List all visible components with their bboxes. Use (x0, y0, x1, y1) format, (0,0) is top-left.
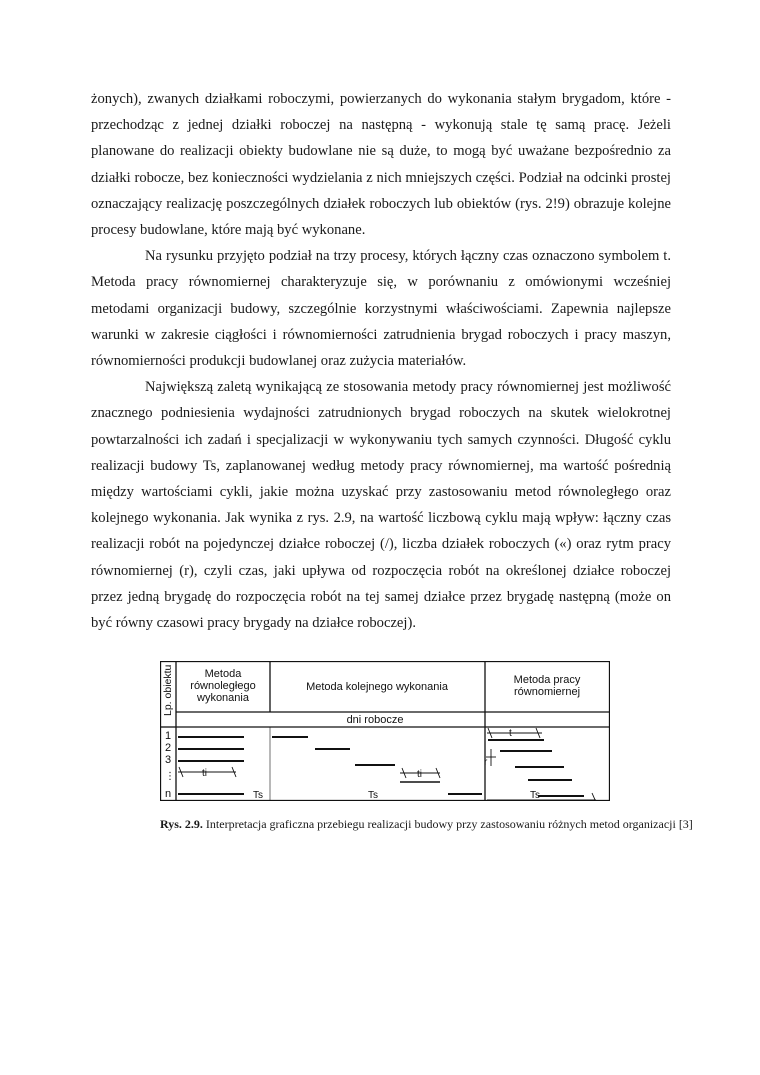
paragraph-2: Na rysunku przyjęto podział na trzy procesy, których łączny czas oznaczono symbolem t. Metoda pracy równomiernej charakteryzuje się, w porównaniu z omówionymi wcześniej metodami organizacji budowy, szczególnie korzystnymi właściwościami. Zapewnia najlepsze warunki w zakresie ciągłości i równomierności zatrudnienia brygad roboczych i pracy maszyn, równomierności produkcji budowlanej oraz zużycia materiałów. (91, 248, 671, 370)
uniform-header-l1: Metoda pracy (513, 674, 581, 686)
uniform-r-label: r (484, 757, 488, 768)
body-text (91, 86, 671, 636)
row-label-dots: ⋮ (165, 771, 175, 782)
parallel-header-l1: Metoda (204, 668, 242, 680)
paragraph-3: Największą zaletą wynikającą ze stosowania metody pracy równomiernej jest możliwość znacznego podniesienia wydajności zatrudnionych brygad roboczych na skutek wielokrotnej powtarzalności ich zadań i specjalizacji w wykonywaniu tych samych czynności. Długość cyklu realizacji budowy Ts, zaplanowanej według metody pracy równomiernej, ma wartość pośrednią między wartościami cykli, jakie można uzyskać przy zastosowaniu metod równoległego oraz kolejnego wykonania. Jak wynika z rys. 2.9, na wartość liczbową cyklu mają wpływ: łączny czas realizacji robót na pojedynczej działce roboczej (/), liczba działek roboczych («) oraz rytm pracy równomiernej (r), czyli czas, jaki upływa od rozpoczęcia robót na określonej działce roboczej przez jedną brygadę do rozpoczęcia robót na tej samej działce przez brygadę następną (może on być równy czasowi pracy brygady na działce roboczej). (91, 379, 671, 632)
parallel-header-l2: równoległego (190, 680, 256, 692)
figure-caption (160, 817, 720, 832)
sequential-ti-label: ti (417, 769, 422, 780)
paragraph-1: żonych), zwanych działkami roboczymi, powierzanych do wykonania stałym brygadom, które - przechodząc z jednej działki roboczej na następną - wykonują stale tę samą pracę. Jeżeli planowane do realizacji obiekty budowlane nie są duże, to mogą być uważane bezpośrednio za działki robocze, bez konieczności wydzielania z nich mniejszych części. Podział na odcinki prostej oznaczający realizację poszczególnych działek roboczych lub obiektów (rys. 2!9) obrazuje kolejne procesy budowlane, które mają być wykonane. (91, 91, 671, 239)
parallel-header-l3: wykonania (197, 692, 249, 704)
figure-2-9 (160, 661, 610, 801)
uniform-t-label: t (509, 728, 512, 739)
uniform-header-l2: równomiernej (513, 686, 581, 698)
caption-text: Interpretacja graficzna przebiegu realizacji budowy przy zastosowaniu różnych metod organizacji [3] (205, 817, 693, 831)
sequential-ts-label: Ts (368, 790, 378, 801)
row-label-n: n (165, 788, 172, 800)
parallel-ts-label: Ts (253, 790, 263, 801)
sequential-bars (272, 737, 482, 794)
parallel-bars (178, 737, 244, 794)
row-label-1: 1 (165, 730, 172, 742)
schedule-diagram (160, 661, 610, 801)
row-label-2: 2 (165, 742, 172, 754)
caption-prefix: Rys. 2.9. (160, 817, 203, 831)
sequential-header: Metoda kolejnego wykonania (306, 681, 448, 693)
uniform-ts-label: Ts (530, 790, 540, 801)
uniform-t-dim (486, 728, 542, 766)
row-axis-label: Lp. obiektu (162, 664, 174, 716)
parallel-ti-label: ti (202, 768, 207, 779)
uniform-bars (488, 740, 584, 796)
row-label-3: 3 (165, 754, 172, 766)
parallel-ti-dim (178, 767, 236, 777)
days-label: dni robocze (346, 714, 404, 726)
